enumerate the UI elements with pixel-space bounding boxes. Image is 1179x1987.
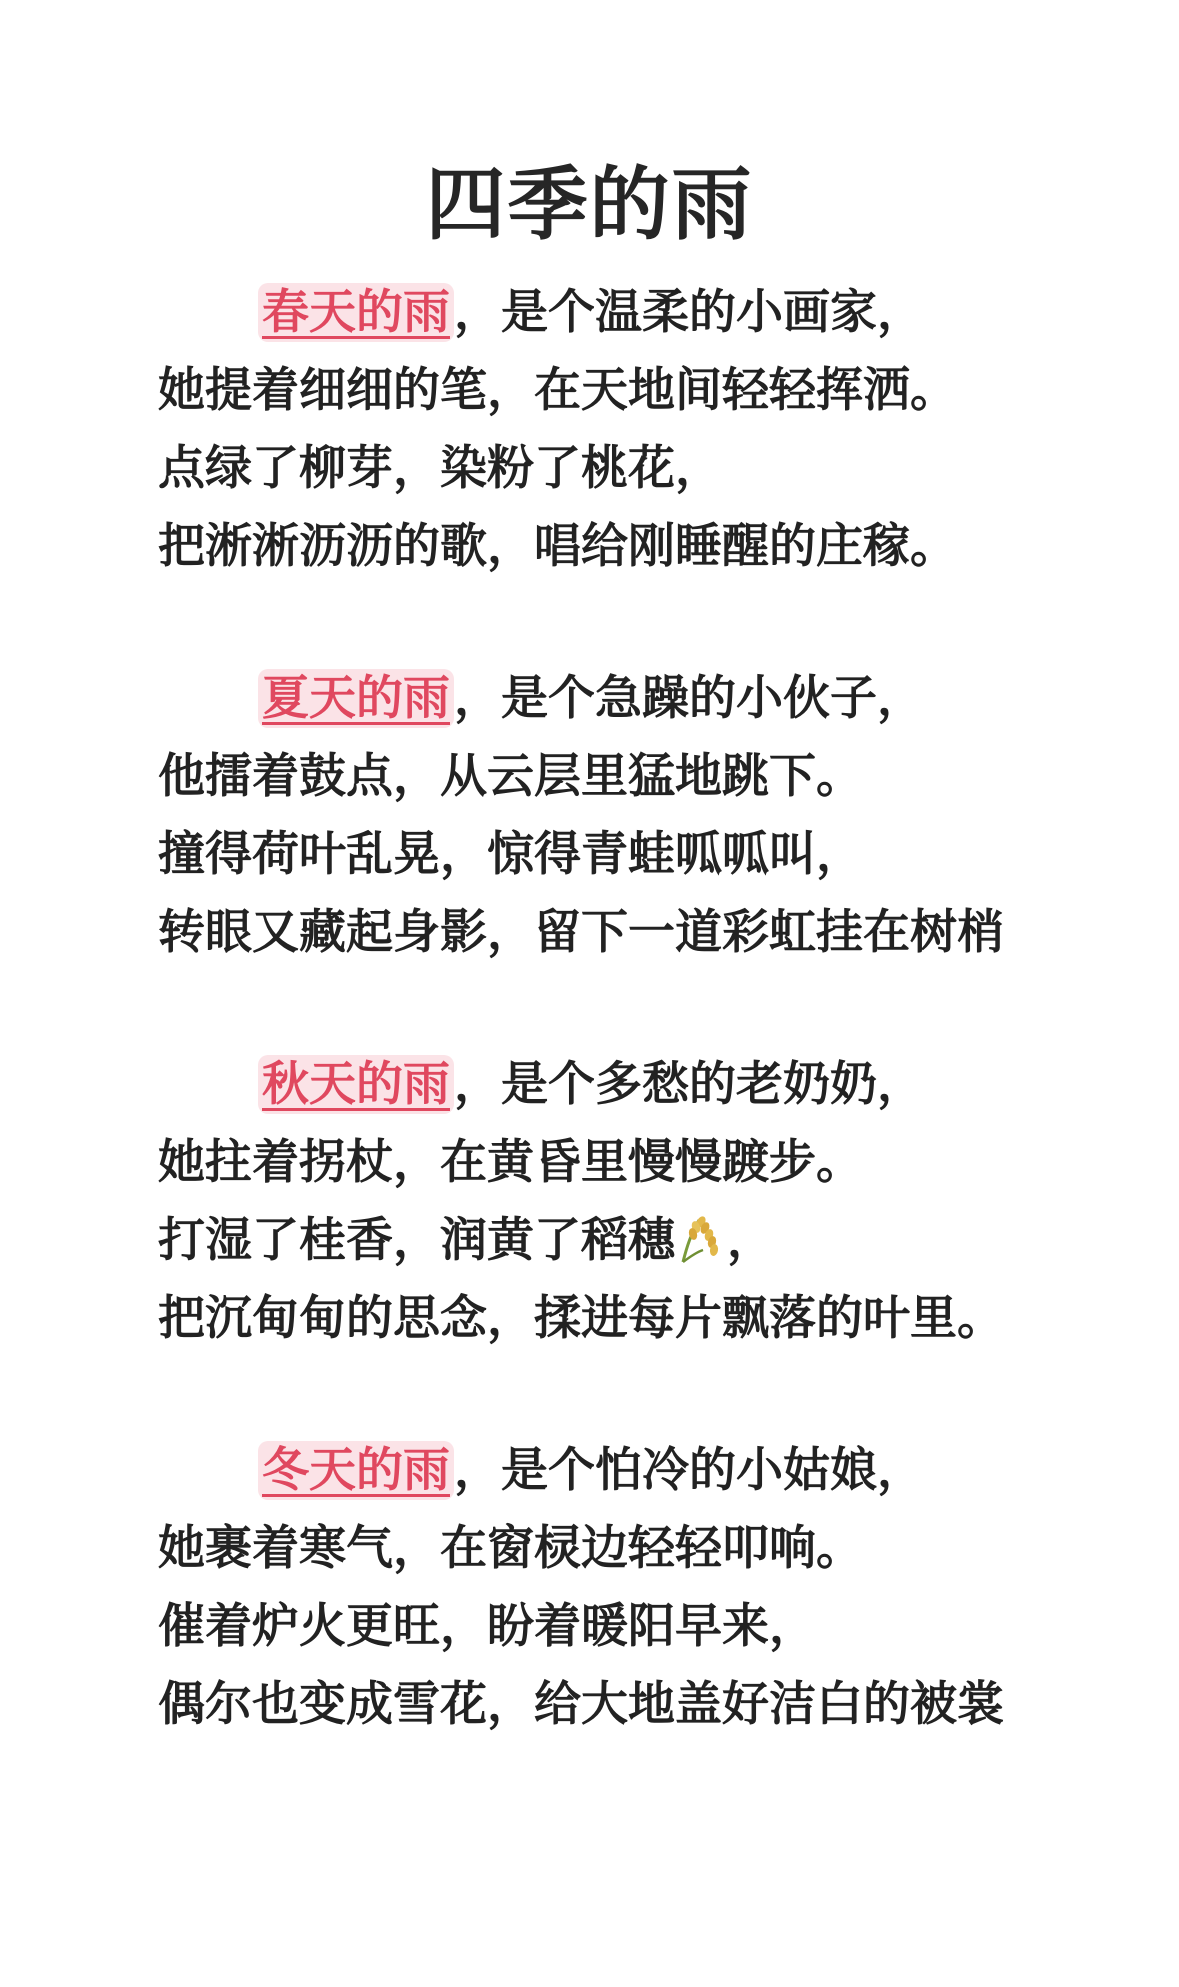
stanza-line: 把沉甸甸的思念，揉进每片飘落的叶里。 (158, 1291, 1004, 1346)
stanza-line (158, 660, 1118, 738)
stanza-line (158, 1202, 1118, 1280)
stanza-line (158, 274, 1118, 352)
stanza-line (158, 1046, 1118, 1124)
line-text: ， (727, 1213, 774, 1268)
season-highlight: 冬天的雨 (258, 1441, 454, 1500)
stanza-line: 撞得荷叶乱晃，惊得青蛙呱呱叫， (158, 827, 863, 882)
stanza-line: 她提着细细的笔，在天地间轻轻挥洒。 (158, 363, 957, 418)
line-text: ，是个怕冷的小姑娘， (454, 1443, 924, 1498)
stanza-line (158, 1432, 1118, 1510)
line-text: ，是个温柔的小画家， (454, 285, 924, 340)
stanza-summer (158, 660, 1118, 972)
stanza-spring (158, 274, 1118, 586)
season-highlight: 春天的雨 (258, 283, 454, 342)
line-text: ，是个急躁的小伙子， (454, 671, 924, 726)
stanza-line: 点绿了柳芽，染粉了桃花， (158, 441, 722, 496)
stanza-line: 把淅淅沥沥的歌，唱给刚睡醒的庄稼。 (158, 519, 957, 574)
stanza-line: 转眼又藏起身影，留下一道彩虹挂在树梢 (158, 905, 1004, 960)
stanza-line: 催着炉火更旺，盼着暖阳早来， (158, 1599, 816, 1654)
stanza-line: 她裹着寒气，在窗棂边轻轻叩响。 (158, 1521, 863, 1576)
stanza-autumn (158, 1046, 1118, 1358)
line-text: ，是个多愁的老奶奶， (454, 1057, 924, 1112)
rice-icon (677, 1210, 725, 1262)
stanza-line: 他擂着鼓点，从云层里猛地跳下。 (158, 749, 863, 804)
season-highlight: 夏天的雨 (258, 669, 454, 728)
page-title: 四季的雨 (425, 158, 754, 251)
stanza-winter (158, 1432, 1118, 1744)
line-text: 打湿了桂香，润黄了稻穗 (158, 1213, 675, 1268)
season-highlight: 秋天的雨 (258, 1055, 454, 1114)
stanza-line: 她拄着拐杖，在黄昏里慢慢踱步。 (158, 1135, 863, 1190)
stanza-line: 偶尔也变成雪花，给大地盖好洁白的被裳 (158, 1677, 1004, 1732)
